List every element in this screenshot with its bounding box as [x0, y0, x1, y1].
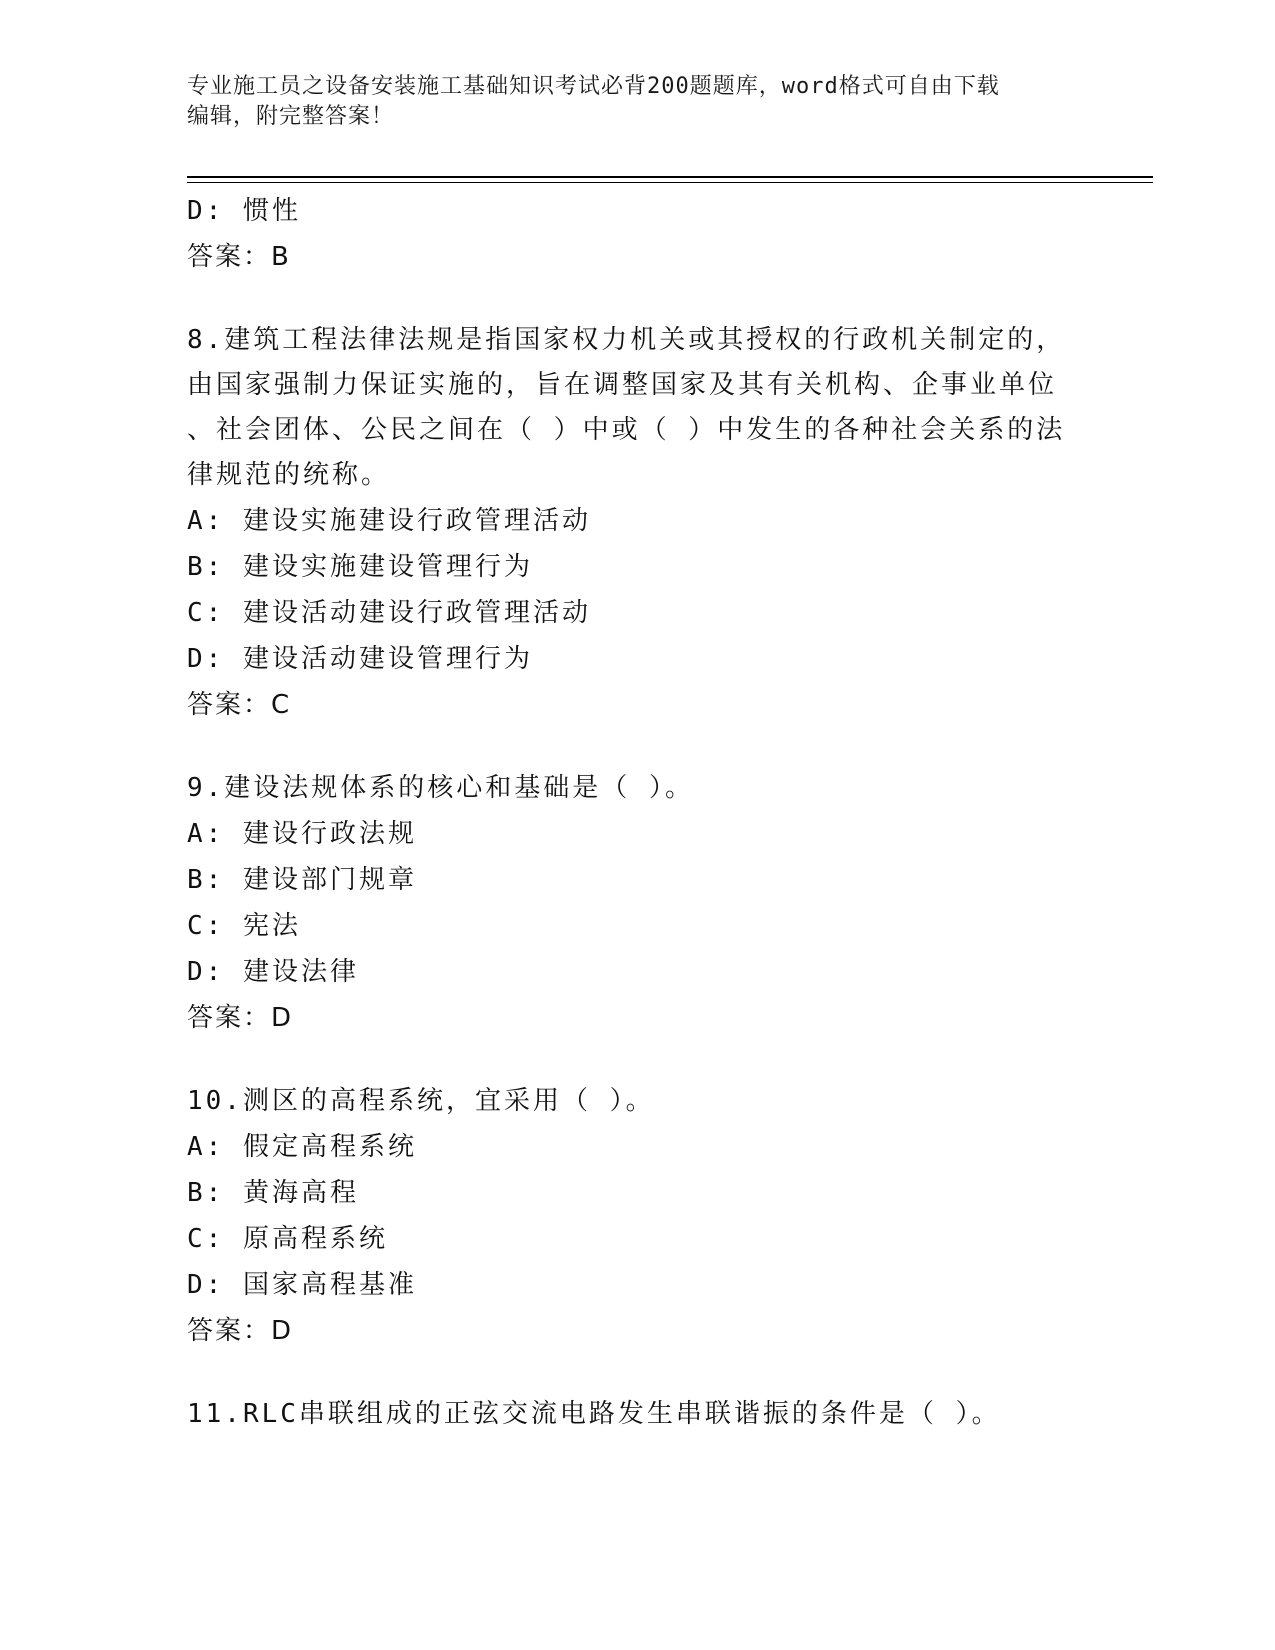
header-rule-thick — [187, 176, 1153, 178]
option-d: D: 惯性 — [187, 196, 301, 226]
header-line-2: 编辑，附完整答案！ — [187, 104, 395, 129]
option-a: A: 建设行政法规 — [187, 819, 417, 849]
question-text-line: 8.建筑工程法律法规是指国家权力机关或其授权的行政机关制定的， — [187, 325, 1066, 355]
option-d: D: 国家高程基准 — [187, 1270, 417, 1300]
header-rule-thin — [187, 182, 1153, 183]
answer: 答案：D — [187, 1316, 294, 1346]
answer: 答案：B — [187, 242, 291, 272]
header-line-1: 专业施工员之设备安装施工基础知识考试必背200题题库，word格式可自由下载 — [187, 74, 1000, 99]
option-c: C: 宪法 — [187, 911, 301, 941]
option-c: C: 原高程系统 — [187, 1224, 388, 1254]
question-10 — [187, 1079, 1067, 1354]
question-9 — [187, 766, 1067, 1041]
question-text-line: 11.RLC串联组成的正弦交流电路发生串联谐振的条件是（ ）。 — [187, 1399, 1001, 1429]
question-text-line: 、社会团体、公民之间在（ ）中或（ ）中发生的各种社会关系的法 — [187, 415, 1066, 445]
option-c: C: 建设活动建设行政管理活动 — [187, 598, 591, 628]
option-b: B: 建设部门规章 — [187, 865, 417, 895]
option-b: B: 建设实施建设管理行为 — [187, 552, 533, 582]
question-11 — [187, 1392, 1067, 1437]
question-text-line: 律规范的统称。 — [187, 460, 391, 490]
answer: 答案：D — [187, 1003, 294, 1033]
document-body — [187, 188, 1067, 1437]
option-d: D: 建设活动建设管理行为 — [187, 644, 533, 674]
question-text-line: 9.建设法规体系的核心和基础是（ ）。 — [187, 773, 694, 803]
answer: 答案：C — [187, 690, 292, 720]
question-8 — [187, 318, 1067, 728]
question-text-line: 10.测区的高程系统，宜采用（ ）。 — [187, 1086, 655, 1116]
option-d: D: 建设法律 — [187, 957, 359, 987]
question-text-line: 由国家强制力保证实施的，旨在调整国家及其有关机构、企事业单位 — [187, 370, 1058, 400]
option-a: A: 建设实施建设行政管理活动 — [187, 506, 591, 536]
option-b: B: 黄海高程 — [187, 1178, 359, 1208]
option-a: A: 假定高程系统 — [187, 1132, 417, 1162]
page-header — [187, 72, 1067, 132]
